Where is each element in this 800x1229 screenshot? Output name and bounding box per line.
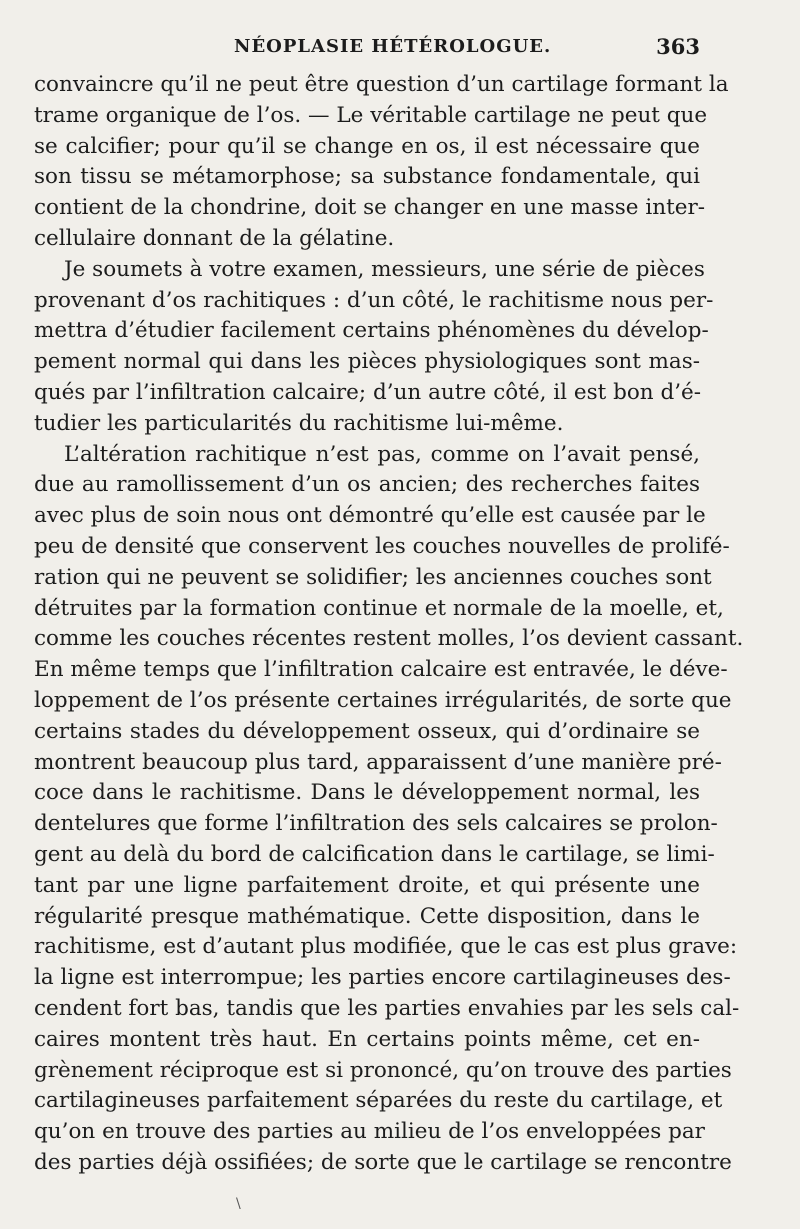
page-header [34, 34, 700, 64]
text-line: son tissu se métamorphose; sa substance fondamentale, qui [34, 164, 700, 190]
text-line: certains stades du développement osseux, qui d’ordinaire se [34, 718, 700, 744]
text-line: contient de la chondrine, doit se changer en une masse inter- [34, 195, 705, 221]
body-text [34, 70, 744, 1179]
text-line: grènement réciproque est si prononcé, qu’on trouve des parties [34, 1057, 732, 1083]
text-line: comme les couches récentes restent molles, l’os devient cassant. [34, 626, 744, 652]
text-line: loppement de l’os présente certaines irrégularités, de sorte que [34, 687, 732, 713]
text-line: pement normal qui dans les pièces physiologiques sont mas- [34, 349, 700, 375]
text-line: avec plus de soin nous ont démontré qu’elle est causée par le [34, 503, 706, 529]
paragraph-first-line: L’altération rachitique n’est pas, comme on l’avait pensé, [64, 441, 700, 467]
text-line: dentelures que forme l’infiltration des sels calcaires se prolon- [34, 811, 718, 837]
running-title: NÉOPLASIE HÉTÉROLOGUE. [234, 36, 552, 57]
text-line: la ligne est interrompue; les parties encore cartilagineuses des- [34, 965, 731, 991]
text-line: ration qui ne peuvent se solidifier; les anciennes couches sont [34, 564, 712, 590]
text-line: cendent fort bas, tandis que les parties envahies par les sels cal- [34, 995, 740, 1021]
text-line: peu de densité que conservent les couches nouvelles de prolifé- [34, 533, 730, 559]
text-line: mettra d’étudier facilement certains phénomènes du dévelop- [34, 318, 709, 344]
text-line: détruites par la formation continue et normale de la moelle, et, [34, 595, 724, 621]
text-line: qués par l’infiltration calcaire; d’un autre côté, il est bon d’é- [34, 379, 702, 405]
text-line: qu’on en trouve des parties au milieu de l’os enveloppées par [34, 1119, 705, 1145]
text-line: cartilagineuses parfaitement séparées du reste du cartilage, et [34, 1088, 723, 1114]
paragraph-first-line: Je soumets à votre examen, messieurs, une série de pièces [64, 256, 705, 282]
text-line: convaincre qu’il ne peut être question d’un cartilage formant la [34, 72, 729, 97]
text-line: cellulaire donnant de la gélatine. [34, 225, 395, 251]
text-line: provenant d’os rachitiques : d’un côté, le rachitisme nous per- [34, 287, 714, 313]
text-line: gent au delà du bord de calcification dans le cartilage, se limi- [34, 841, 715, 867]
text-line: régularité presque mathématique. Cette disposition, dans le [34, 903, 700, 929]
text-line: caires montent très haut. En certains points même, cet en- [34, 1026, 700, 1052]
text-line: due au ramollissement d’un os ancien; des recherches faites [34, 472, 700, 498]
text-line: se calcifier; pour qu’il se change en os, il est nécessaire que [34, 133, 700, 159]
text-line: trame organique de l’os. — Le véritable cartilage ne peut que [34, 102, 708, 128]
text-line: des parties déjà ossifiées; de sorte que le cartilage se rencontre [34, 1149, 732, 1175]
text-line: tant par une ligne parfaitement droite, et qui présente une [34, 872, 700, 898]
text-line: montrent beaucoup plus tard, apparaissent d’une manière pré- [34, 749, 722, 775]
text-line: tudier les particularités du rachitisme lui-même. [34, 410, 564, 436]
text-line: En même temps que l’infiltration calcaire est entravée, le déve- [34, 657, 728, 683]
bottom-margin-mark: \ [236, 1196, 241, 1212]
page-number: 363 [656, 34, 700, 59]
text-line: rachitisme, est d’autant plus modifiée, que le cas est plus grave: [34, 934, 738, 960]
text-line: coce dans le rachitisme. Dans le développement normal, les [34, 780, 700, 806]
